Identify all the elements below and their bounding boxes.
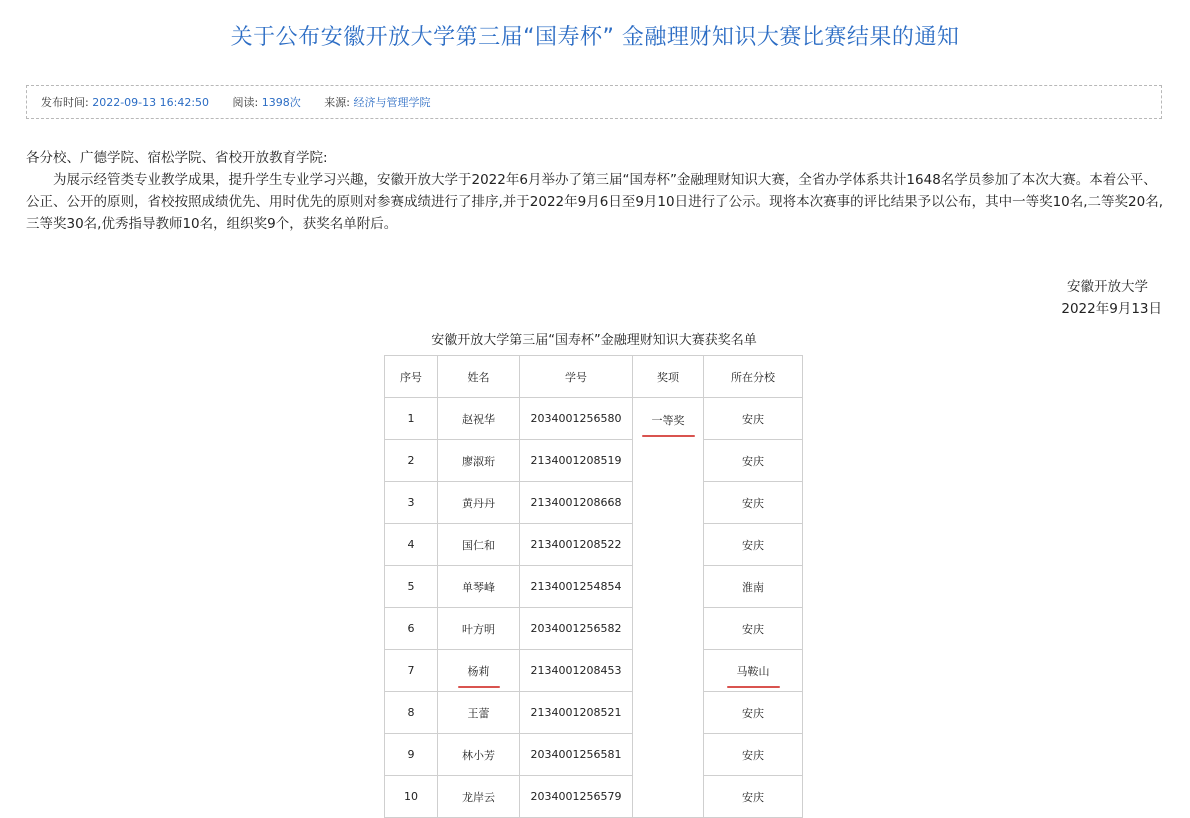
cell-id: 2134001208668 (520, 482, 633, 524)
cell-name: 王蕾 (438, 692, 520, 734)
cell-branch: 安庆 (704, 734, 803, 776)
cell-branch: 安庆 (704, 524, 803, 566)
salutation: 各分校、广德学院、宿松学院、省校开放教育学院: (26, 150, 328, 166)
table-row (385, 692, 803, 734)
cell-branch: 安庆 (704, 440, 803, 482)
cell-no: 10 (385, 776, 438, 818)
table-row (385, 398, 803, 440)
header-branch: 所在分校 (704, 356, 803, 398)
table-row (385, 734, 803, 776)
cell-name: 国仁和 (438, 524, 520, 566)
cell-no: 7 (385, 650, 438, 692)
body-paragraph: 为展示经管类专业教学成果，提升学生专业学习兴趣，安徽开放大学于2022年6月举办了第三届“国寿杯”金融理财知识大赛，全省办学体系共计1648名学员参加了本次大赛。本着公平、公正、公开的原则，省校按照成绩优先、用时优先的原则对参赛成绩进行了排序,并于2022年9月6日至9月10日进行了公示。现将本次赛事的评比结果予以公布，其中一等奖10名,二等奖20名,三等奖30名,优秀指导教师10名，组织奖9个，获奖名单附后。 (26, 172, 1164, 232)
table-row (385, 440, 803, 482)
table-header-row (385, 356, 803, 398)
cell-id: 2134001208522 (520, 524, 633, 566)
header-name: 姓名 (438, 356, 520, 398)
cell-name (438, 650, 520, 692)
header-award: 奖项 (633, 356, 704, 398)
source-label: 来源: (324, 96, 350, 109)
cell-no: 6 (385, 608, 438, 650)
award-value: 一等奖 (651, 414, 685, 427)
table-row (385, 524, 803, 566)
publish-time-label: 发布时间: (41, 96, 89, 109)
table-row (385, 650, 803, 692)
cell-name: 单琴峰 (438, 566, 520, 608)
signature-org: 安徽开放大学 (1067, 279, 1148, 295)
cell-id: 2134001208521 (520, 692, 633, 734)
table-row (385, 776, 803, 818)
views-label: 阅读: (232, 96, 259, 109)
page-title: 关于公布安徽开放大学第三届“国寿杯” 金融理财知识大赛比赛结果的通知 (230, 25, 960, 50)
cell-id: 2034001256579 (520, 776, 633, 818)
header-id: 学号 (520, 356, 633, 398)
cell-branch (704, 650, 803, 692)
signature-block (1061, 276, 1162, 320)
cell-name: 廖淑珩 (438, 440, 520, 482)
cell-id: 2134001208519 (520, 440, 633, 482)
cell-id: 2134001254854 (520, 566, 633, 608)
table-caption: 安徽开放大学第三届“国寿杯”金融理财知识大赛获奖名单 (431, 333, 757, 348)
table-row (385, 608, 803, 650)
signature-date: 2022年9月13日 (1061, 301, 1162, 317)
cell-name: 林小芳 (438, 734, 520, 776)
cell-award (633, 398, 704, 818)
header-no: 序号 (385, 356, 438, 398)
cell-branch: 安庆 (704, 692, 803, 734)
cell-no: 1 (385, 398, 438, 440)
article-meta-bar (26, 85, 1162, 119)
cell-no: 8 (385, 692, 438, 734)
cell-no: 4 (385, 524, 438, 566)
table-row (385, 566, 803, 608)
publish-time-value: 2022-09-13 16:42:50 (92, 96, 210, 109)
cell-id: 2034001256580 (520, 398, 633, 440)
cell-no: 3 (385, 482, 438, 524)
cell-name: 龙岸云 (438, 776, 520, 818)
awards-table (384, 355, 803, 818)
cell-branch: 安庆 (704, 482, 803, 524)
name-value: 杨莉 (467, 664, 490, 678)
cell-id: 2034001256581 (520, 734, 633, 776)
cell-branch: 淮南 (704, 566, 803, 608)
source-link[interactable]: 经济与管理学院 (353, 96, 431, 109)
cell-name: 叶方明 (438, 608, 520, 650)
cell-branch: 安庆 (704, 608, 803, 650)
cell-id: 2034001256582 (520, 608, 633, 650)
table-row (385, 482, 803, 524)
cell-no: 5 (385, 566, 438, 608)
views-value: 1398次 (261, 96, 301, 109)
cell-name: 黄丹丹 (438, 482, 520, 524)
cell-branch: 安庆 (704, 776, 803, 818)
cell-name: 赵祝华 (438, 398, 520, 440)
cell-branch: 安庆 (704, 398, 803, 440)
branch-value: 马鞍山 (736, 664, 770, 678)
article-body (26, 147, 1166, 235)
cell-no: 2 (385, 440, 438, 482)
cell-no: 9 (385, 734, 438, 776)
cell-id: 2134001208453 (520, 650, 633, 692)
